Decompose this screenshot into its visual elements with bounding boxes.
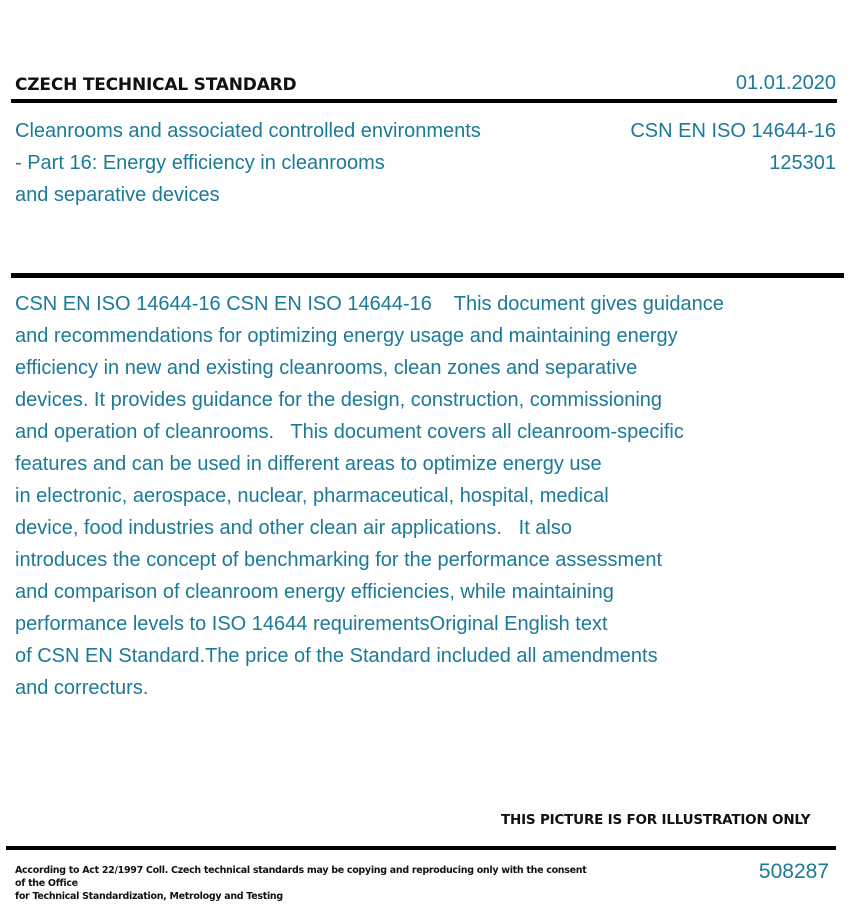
body-line: and operation of cleanrooms. This document covers all cleanroom-specific [15, 421, 684, 443]
class-number: 125301 [769, 152, 836, 174]
legal-notice-line: According to Act 22/1997 Coll. Czech technical standards may be copying and reproducing only with the consent of the Office [15, 865, 587, 889]
body-line: devices. It provides guidance for the design, construction, commissioning [15, 389, 663, 411]
body-line: of CSN EN Standard.The price of the Standard included all amendments [15, 645, 658, 667]
legal-notice-line: for Technical Standardization, Metrology and Testing [15, 891, 283, 902]
title-line: Cleanrooms and associated controlled environments [15, 120, 481, 142]
standard-identifiers [630, 115, 836, 179]
publication-date: 01.01.2020 [735, 72, 836, 94]
standard-title [15, 115, 575, 211]
body-line: in electronic, aerospace, nuclear, pharmaceutical, hospital, medical [15, 485, 609, 507]
body-line: and recommendations for optimizing energy usage and maintaining energy [15, 325, 678, 347]
body-line: features and can be used in different areas to optimize energy use [15, 453, 602, 475]
bottom-divider [6, 846, 836, 850]
legal-notice [15, 864, 595, 903]
body-line: introduces the concept of benchmarking for the performance assessment [15, 549, 663, 571]
middle-divider [11, 273, 844, 278]
catalog-number: 508287 [758, 860, 829, 883]
standard-code: CSN EN ISO 14644-16 [630, 120, 836, 142]
standard-description [15, 288, 815, 704]
body-line: efficiency in new and existing cleanrooms, clean zones and separative [15, 357, 638, 379]
body-line: device, food industries and other clean air applications. It also [15, 517, 572, 539]
body-line: and correcturs. [15, 677, 149, 699]
body-line: performance levels to ISO 14644 requirementsOriginal English text [15, 613, 608, 635]
title-line: - Part 16: Energy efficiency in cleanrooms [15, 152, 385, 174]
body-line: CSN EN ISO 14644-16 CSN EN ISO 14644-16 This document gives guidance [15, 293, 724, 315]
illustration-disclaimer: THIS PICTURE IS FOR ILLUSTRATION ONLY [501, 812, 811, 828]
body-line: and comparison of cleanroom energy efficiencies, while maintaining [15, 581, 614, 603]
title-line: and separative devices [15, 184, 220, 206]
document-type-label: CZECH TECHNICAL STANDARD [15, 75, 297, 95]
top-divider [11, 99, 837, 103]
